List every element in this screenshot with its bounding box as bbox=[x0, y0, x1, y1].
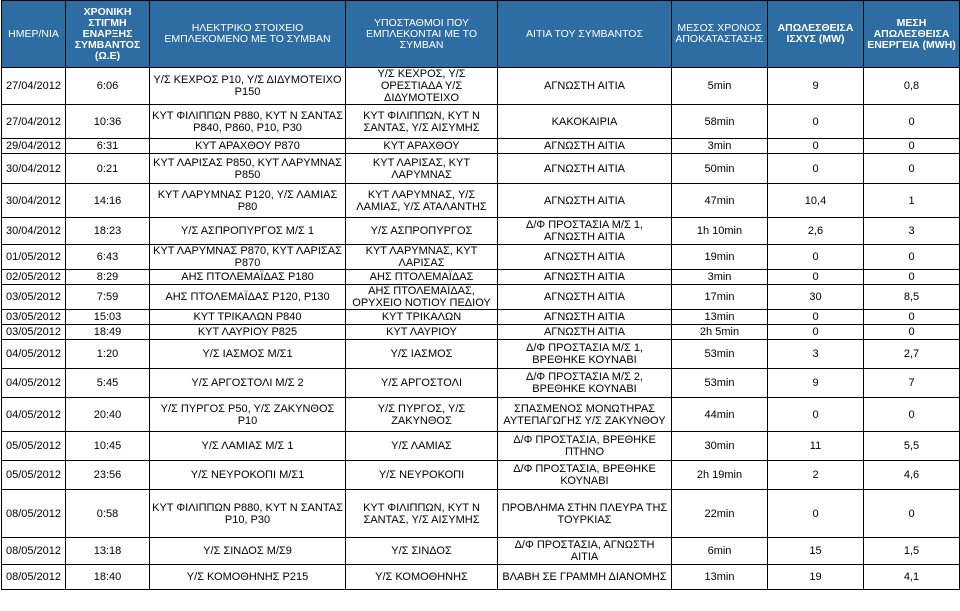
lost-power-cell: 30 bbox=[768, 285, 864, 310]
element-cell: Υ/Σ ΑΡΓΟΣΤΟΛΙ Μ/Σ 2 bbox=[150, 369, 346, 398]
date-cell: 27/04/2012 bbox=[2, 105, 66, 139]
date-cell: 05/05/2012 bbox=[2, 432, 66, 461]
element-cell: ΚΥΤ ΛΑΥΡΙΟΥ Ρ825 bbox=[150, 325, 346, 340]
header-lost-energy: ΜΕΣΗ ΑΠΩΛΕΣΘΕΙΣΑ ΕΝΕΡΓΕΙΑ (MWH) bbox=[864, 1, 960, 68]
lost-energy-cell: 1,5 bbox=[864, 538, 960, 565]
element-cell: ΚΥΤ ΦΙΛΙΠΠΩΝ Ρ880, ΚΥΤ Ν ΣΑΝΤΑΣ Ρ840, Ρ860, Ρ10, Ρ30 bbox=[150, 105, 346, 139]
element-cell: ΚΥΤ ΛΑΡΥΜΝΑΣ Ρ870, ΚΥΤ ΛΑΡΙΣΑΣ Ρ870 bbox=[150, 245, 346, 270]
table-row bbox=[2, 461, 960, 490]
table-row bbox=[2, 432, 960, 461]
table-row bbox=[2, 398, 960, 432]
cause-cell: Δ/Φ ΠΡΟΣΤΑΣΙΑ, ΒΡΕΘΗΚΕ ΚΟΥΝΑΒΙ bbox=[498, 461, 672, 490]
lost-energy-cell: 0 bbox=[864, 270, 960, 285]
cause-cell: ΒΛΑΒΗ ΣΕ ΓΡΑΜΜΗ ΔΙΑΝΟΜΗΣ bbox=[498, 565, 672, 590]
element-cell: Υ/Σ ΣΙΝΔΟΣ Μ/Σ9 bbox=[150, 538, 346, 565]
substations-cell: Υ/Σ ΛΑΜΙΑΣ bbox=[346, 432, 498, 461]
lost-power-cell: 3 bbox=[768, 340, 864, 369]
cause-cell: ΑΓΝΩΣΤΗ ΑΙΤΙΑ bbox=[498, 325, 672, 340]
lost-energy-cell: 0 bbox=[864, 490, 960, 538]
restore-time-cell: 53min bbox=[672, 340, 768, 369]
header-lost-power: ΑΠΩΛΕΣΘΕΙΣΑ ΙΣΧΥΣ (MW) bbox=[768, 1, 864, 68]
date-cell: 02/05/2012 bbox=[2, 270, 66, 285]
restore-time-cell: 13min bbox=[672, 565, 768, 590]
time-cell: 15:03 bbox=[66, 310, 150, 325]
header-restore-time: ΜΕΣΟΣ ΧΡΟΝΟΣ ΑΠΟΚΑΤΑΣΤΑΣΗΣ bbox=[672, 1, 768, 68]
time-cell: 0:21 bbox=[66, 154, 150, 184]
time-cell: 5:45 bbox=[66, 369, 150, 398]
cause-cell: Δ/Φ ΠΡΟΣΤΑΣΙΑ Μ/Σ 2, ΒΡΕΘΗΚΕ ΚΟΥΝΑΒΙ bbox=[498, 369, 672, 398]
substations-cell: Υ/Σ ΚΟΜΟΘΗΝΗΣ bbox=[346, 565, 498, 590]
substations-cell: Υ/Σ ΚΕΧΡΟΣ, Υ/Σ ΟΡΕΣΤΙΑΔΑ Υ/Σ ΔΙΔΥΜΟΤΕΙΧΟ bbox=[346, 68, 498, 105]
lost-power-cell: 15 bbox=[768, 538, 864, 565]
date-cell: 04/05/2012 bbox=[2, 369, 66, 398]
date-cell: 05/05/2012 bbox=[2, 461, 66, 490]
time-cell: 18:40 bbox=[66, 565, 150, 590]
substations-cell: ΚΥΤ ΛΑΡΙΣΑΣ, ΚΥΤ ΛΑΡΥΜΝΑΣ bbox=[346, 154, 498, 184]
element-cell: ΚΥΤ ΛΑΡΙΣΑΣ Ρ850, ΚΥΤ ΛΑΡΥΜΝΑΣ Ρ850 bbox=[150, 154, 346, 184]
time-cell: 18:23 bbox=[66, 218, 150, 245]
lost-energy-cell: 0 bbox=[864, 398, 960, 432]
element-cell: ΚΥΤ ΤΡΙΚΑΛΩΝ Ρ840 bbox=[150, 310, 346, 325]
restore-time-cell: 5min bbox=[672, 68, 768, 105]
date-cell: 08/05/2012 bbox=[2, 538, 66, 565]
lost-energy-cell: 0 bbox=[864, 245, 960, 270]
table-row bbox=[2, 139, 960, 154]
substations-cell: ΚΥΤ ΛΑΡΥΜΝΑΣ, ΚΥΤ ΛΑΡΙΣΑΣ bbox=[346, 245, 498, 270]
element-cell: Υ/Σ ΝΕΥΡΟΚΟΠΙ Μ/Σ1 bbox=[150, 461, 346, 490]
time-cell: 18:49 bbox=[66, 325, 150, 340]
substations-cell: ΚΥΤ ΦΙΛΙΠΠΩΝ, ΚΥΤ Ν ΣΑΝΤΑΣ, Υ/Σ ΑΙΣΥΜΗΣ bbox=[346, 105, 498, 139]
lost-energy-cell: 3 bbox=[864, 218, 960, 245]
cause-cell: ΚΑΚΟΚΑΙΡΙΑ bbox=[498, 105, 672, 139]
table-row bbox=[2, 490, 960, 538]
table-row bbox=[2, 310, 960, 325]
table-row bbox=[2, 184, 960, 218]
lost-power-cell: 0 bbox=[768, 398, 864, 432]
substations-cell: ΚΥΤ ΤΡΙΚΑΛΩΝ bbox=[346, 310, 498, 325]
lost-power-cell: 0 bbox=[768, 105, 864, 139]
element-cell: Υ/Σ ΛΑΜΙΑΣ Μ/Σ 1 bbox=[150, 432, 346, 461]
element-cell: Υ/Σ ΙΑΣΜΟΣ Μ/Σ1 bbox=[150, 340, 346, 369]
lost-energy-cell: 0 bbox=[864, 154, 960, 184]
cause-cell: ΑΓΝΩΣΤΗ ΑΙΤΙΑ bbox=[498, 270, 672, 285]
element-cell: ΚΥΤ ΑΡΑΧΘΟΥ Ρ870 bbox=[150, 139, 346, 154]
cause-cell: ΑΓΝΩΣΤΗ ΑΙΤΙΑ bbox=[498, 184, 672, 218]
restore-time-cell: 44min bbox=[672, 398, 768, 432]
element-cell: ΑΗΣ ΠΤΟΛΕΜΑΪΔΑΣ Ρ180 bbox=[150, 270, 346, 285]
lost-power-cell: 0 bbox=[768, 490, 864, 538]
lost-power-cell: 2 bbox=[768, 461, 864, 490]
table-row bbox=[2, 340, 960, 369]
date-cell: 29/04/2012 bbox=[2, 139, 66, 154]
time-cell: 20:40 bbox=[66, 398, 150, 432]
time-cell: 6:31 bbox=[66, 139, 150, 154]
substations-cell: ΚΥΤ ΑΡΑΧΘΟΥ bbox=[346, 139, 498, 154]
time-cell: 0:58 bbox=[66, 490, 150, 538]
lost-power-cell: 2,6 bbox=[768, 218, 864, 245]
substations-cell: ΚΥΤ ΛΑΥΡΙΟΥ bbox=[346, 325, 498, 340]
element-cell: Υ/Σ ΚΟΜΟΘΗΝΗΣ Ρ215 bbox=[150, 565, 346, 590]
restore-time-cell: 47min bbox=[672, 184, 768, 218]
substations-cell: Υ/Σ ΑΣΠΡΟΠΥΡΓΟΣ bbox=[346, 218, 498, 245]
lost-power-cell: 9 bbox=[768, 68, 864, 105]
substations-cell: ΑΗΣ ΠΤΟΛΕΜΑΪΔΑΣ, ΟΡΥΧΕΙΟ ΝΟΤΙΟΥ ΠΕΔΙΟΥ bbox=[346, 285, 498, 310]
substations-cell: Υ/Σ ΠΥΡΓΟΣ, Υ/Σ ΖΑΚΥΝΘΟΣ bbox=[346, 398, 498, 432]
element-cell: Υ/Σ ΑΣΠΡΟΠΥΡΓΟΣ Μ/Σ 1 bbox=[150, 218, 346, 245]
element-cell: ΚΥΤ ΛΑΡΥΜΝΑΣ Ρ120, Υ/Σ ΛΑΜΙΑΣ Ρ80 bbox=[150, 184, 346, 218]
substations-cell: ΚΥΤ ΦΙΛΙΠΠΩΝ, ΚΥΤ Ν ΣΑΝΤΑΣ, Υ/Σ ΑΙΣΥΜΗΣ bbox=[346, 490, 498, 538]
time-cell: 14:16 bbox=[66, 184, 150, 218]
cause-cell: Δ/Φ ΠΡΟΣΤΑΣΙΑ Μ/Σ 1, ΒΡΕΘΗΚΕ ΚΟΥΝΑΒΙ bbox=[498, 340, 672, 369]
restore-time-cell: 50min bbox=[672, 154, 768, 184]
header-start-time: ΧΡΟΝΙΚΗ ΣΤΙΓΜΗ ΕΝΑΡΞΗΣ ΣΥΜΒΑΝΤΟΣ (Ω.Ε) bbox=[66, 1, 150, 68]
lost-power-cell: 19 bbox=[768, 565, 864, 590]
lost-energy-cell: 0,8 bbox=[864, 68, 960, 105]
lost-energy-cell: 4,1 bbox=[864, 565, 960, 590]
cause-cell: ΑΓΝΩΣΤΗ ΑΙΤΙΑ bbox=[498, 310, 672, 325]
lost-energy-cell: 2,7 bbox=[864, 340, 960, 369]
restore-time-cell: 30min bbox=[672, 432, 768, 461]
element-cell: ΚΥΤ ΦΙΛΙΠΠΩΝ Ρ880, ΚΥΤ Ν ΣΑΝΤΑΣ Ρ10, Ρ30 bbox=[150, 490, 346, 538]
date-cell: 27/04/2012 bbox=[2, 68, 66, 105]
table-row bbox=[2, 154, 960, 184]
element-cell: Υ/Σ ΠΥΡΓΟΣ Ρ50, Υ/Σ ΖΑΚΥΝΘΟΣ Ρ10 bbox=[150, 398, 346, 432]
lost-power-cell: 0 bbox=[768, 325, 864, 340]
cause-cell: ΣΠΑΣΜΕΝΟΣ ΜΟΝΩΤΗΡΑΣ ΑΥΤΕΠΑΓΩΓΗΣ Υ/Σ ΖΑΚΥΝΘΟΥ bbox=[498, 398, 672, 432]
table-row bbox=[2, 285, 960, 310]
cause-cell: ΑΓΝΩΣΤΗ ΑΙΤΙΑ bbox=[498, 285, 672, 310]
cause-cell: Δ/Φ ΠΡΟΣΤΑΣΙΑ, ΒΡΕΘΗΚΕ ΠΤΗΝΟ bbox=[498, 432, 672, 461]
time-cell: 6:06 bbox=[66, 68, 150, 105]
lost-power-cell: 9 bbox=[768, 369, 864, 398]
lost-energy-cell: 8,5 bbox=[864, 285, 960, 310]
restore-time-cell: 53min bbox=[672, 369, 768, 398]
cause-cell: ΑΓΝΩΣΤΗ ΑΙΤΙΑ bbox=[498, 139, 672, 154]
header-cause: ΑΙΤΙΑ ΤΟΥ ΣΥΜΒΑΝΤΟΣ bbox=[498, 1, 672, 68]
restore-time-cell: 3min bbox=[672, 139, 768, 154]
substations-cell: Υ/Σ ΙΑΣΜΟΣ bbox=[346, 340, 498, 369]
date-cell: 08/05/2012 bbox=[2, 490, 66, 538]
header-date: ΗΜΕΡ/ΝΙΑ bbox=[2, 1, 66, 68]
time-cell: 13:18 bbox=[66, 538, 150, 565]
substations-cell: Υ/Σ ΝΕΥΡΟΚΟΠΙ bbox=[346, 461, 498, 490]
table-row bbox=[2, 325, 960, 340]
lost-energy-cell: 0 bbox=[864, 105, 960, 139]
lost-energy-cell: 0 bbox=[864, 325, 960, 340]
date-cell: 03/05/2012 bbox=[2, 285, 66, 310]
cause-cell: ΠΡΟΒΛΗΜΑ ΣΤΗΝ ΠΛΕΥΡΑ ΤΗΣ ΤΟΥΡΚΙΑΣ bbox=[498, 490, 672, 538]
table-row bbox=[2, 538, 960, 565]
restore-time-cell: 3min bbox=[672, 270, 768, 285]
restore-time-cell: 13min bbox=[672, 310, 768, 325]
date-cell: 30/04/2012 bbox=[2, 154, 66, 184]
cause-cell: ΑΓΝΩΣΤΗ ΑΙΤΙΑ bbox=[498, 154, 672, 184]
element-cell: ΑΗΣ ΠΤΟΛΕΜΑΪΔΑΣ Ρ120, Ρ130 bbox=[150, 285, 346, 310]
lost-power-cell: 0 bbox=[768, 139, 864, 154]
element-cell: Υ/Σ ΚΕΧΡΟΣ Ρ10, Υ/Σ ΔΙΔΥΜΟΤΕΙΧΟ Ρ150 bbox=[150, 68, 346, 105]
lost-energy-cell: 0 bbox=[864, 139, 960, 154]
time-cell: 10:45 bbox=[66, 432, 150, 461]
restore-time-cell: 6min bbox=[672, 538, 768, 565]
restore-time-cell: 19min bbox=[672, 245, 768, 270]
substations-cell: ΚΥΤ ΛΑΡΥΜΝΑΣ, Υ/Σ ΛΑΜΙΑΣ, Υ/Σ ΑΤΑΛΑΝΤΗΣ bbox=[346, 184, 498, 218]
cause-cell: ΑΓΝΩΣΤΗ ΑΙΤΙΑ bbox=[498, 68, 672, 105]
time-cell: 8:29 bbox=[66, 270, 150, 285]
date-cell: 03/05/2012 bbox=[2, 310, 66, 325]
date-cell: 08/05/2012 bbox=[2, 565, 66, 590]
date-cell: 03/05/2012 bbox=[2, 325, 66, 340]
restore-time-cell: 58min bbox=[672, 105, 768, 139]
cause-cell: Δ/Φ ΠΡΟΣΤΑΣΙΑ, ΑΓΝΩΣΤΗ ΑΙΤΙΑ bbox=[498, 538, 672, 565]
lost-energy-cell: 4,6 bbox=[864, 461, 960, 490]
restore-time-cell: 1h 10min bbox=[672, 218, 768, 245]
cause-cell: Δ/Φ ΠΡΟΣΤΑΣΙΑ Μ/Σ 1, ΑΓΝΩΣΤΗ ΑΙΤΙΑ bbox=[498, 218, 672, 245]
header-substations: ΥΠΟΣΤΑΘΜΟΙ ΠΟΥ ΕΜΠΛΕΚΟΝΤΑΙ ΜΕ ΤΟ ΣΥΜΒΑΝ bbox=[346, 1, 498, 68]
date-cell: 01/05/2012 bbox=[2, 245, 66, 270]
table-row bbox=[2, 68, 960, 105]
date-cell: 30/04/2012 bbox=[2, 218, 66, 245]
substations-cell: ΑΗΣ ΠΤΟΛΕΜΑΪΔΑΣ bbox=[346, 270, 498, 285]
substations-cell: Υ/Σ ΣΙΝΔΟΣ bbox=[346, 538, 498, 565]
lost-power-cell: 0 bbox=[768, 310, 864, 325]
lost-energy-cell: 0 bbox=[864, 310, 960, 325]
date-cell: 30/04/2012 bbox=[2, 184, 66, 218]
table-row bbox=[2, 270, 960, 285]
lost-energy-cell: 5,5 bbox=[864, 432, 960, 461]
time-cell: 1:20 bbox=[66, 340, 150, 369]
table-row bbox=[2, 105, 960, 139]
restore-time-cell: 17min bbox=[672, 285, 768, 310]
time-cell: 23:56 bbox=[66, 461, 150, 490]
header-element: ΗΛΕΚΤΡΙΚΟ ΣΤΟΙΧΕΙΟ ΕΜΠΛΕΚΟΜΕΝΟ ΜΕ ΤΟ ΣΥΜΒΑΝ bbox=[150, 1, 346, 68]
table-row bbox=[2, 218, 960, 245]
lost-energy-cell: 7 bbox=[864, 369, 960, 398]
lost-power-cell: 11 bbox=[768, 432, 864, 461]
restore-time-cell: 22min bbox=[672, 490, 768, 538]
lost-power-cell: 0 bbox=[768, 154, 864, 184]
substations-cell: Υ/Σ ΑΡΓΟΣΤΟΛΙ bbox=[346, 369, 498, 398]
header-row bbox=[2, 1, 960, 68]
date-cell: 04/05/2012 bbox=[2, 398, 66, 432]
restore-time-cell: 2h 19min bbox=[672, 461, 768, 490]
date-cell: 04/05/2012 bbox=[2, 340, 66, 369]
time-cell: 10:36 bbox=[66, 105, 150, 139]
restore-time-cell: 2h 5min bbox=[672, 325, 768, 340]
lost-power-cell: 0 bbox=[768, 245, 864, 270]
incidents-table bbox=[1, 0, 960, 590]
table-row bbox=[2, 565, 960, 590]
lost-energy-cell: 1 bbox=[864, 184, 960, 218]
lost-power-cell: 0 bbox=[768, 270, 864, 285]
cause-cell: ΑΓΝΩΣΤΗ ΑΙΤΙΑ bbox=[498, 245, 672, 270]
table-row bbox=[2, 245, 960, 270]
time-cell: 7:59 bbox=[66, 285, 150, 310]
lost-power-cell: 10,4 bbox=[768, 184, 864, 218]
table-row bbox=[2, 369, 960, 398]
time-cell: 6:43 bbox=[66, 245, 150, 270]
